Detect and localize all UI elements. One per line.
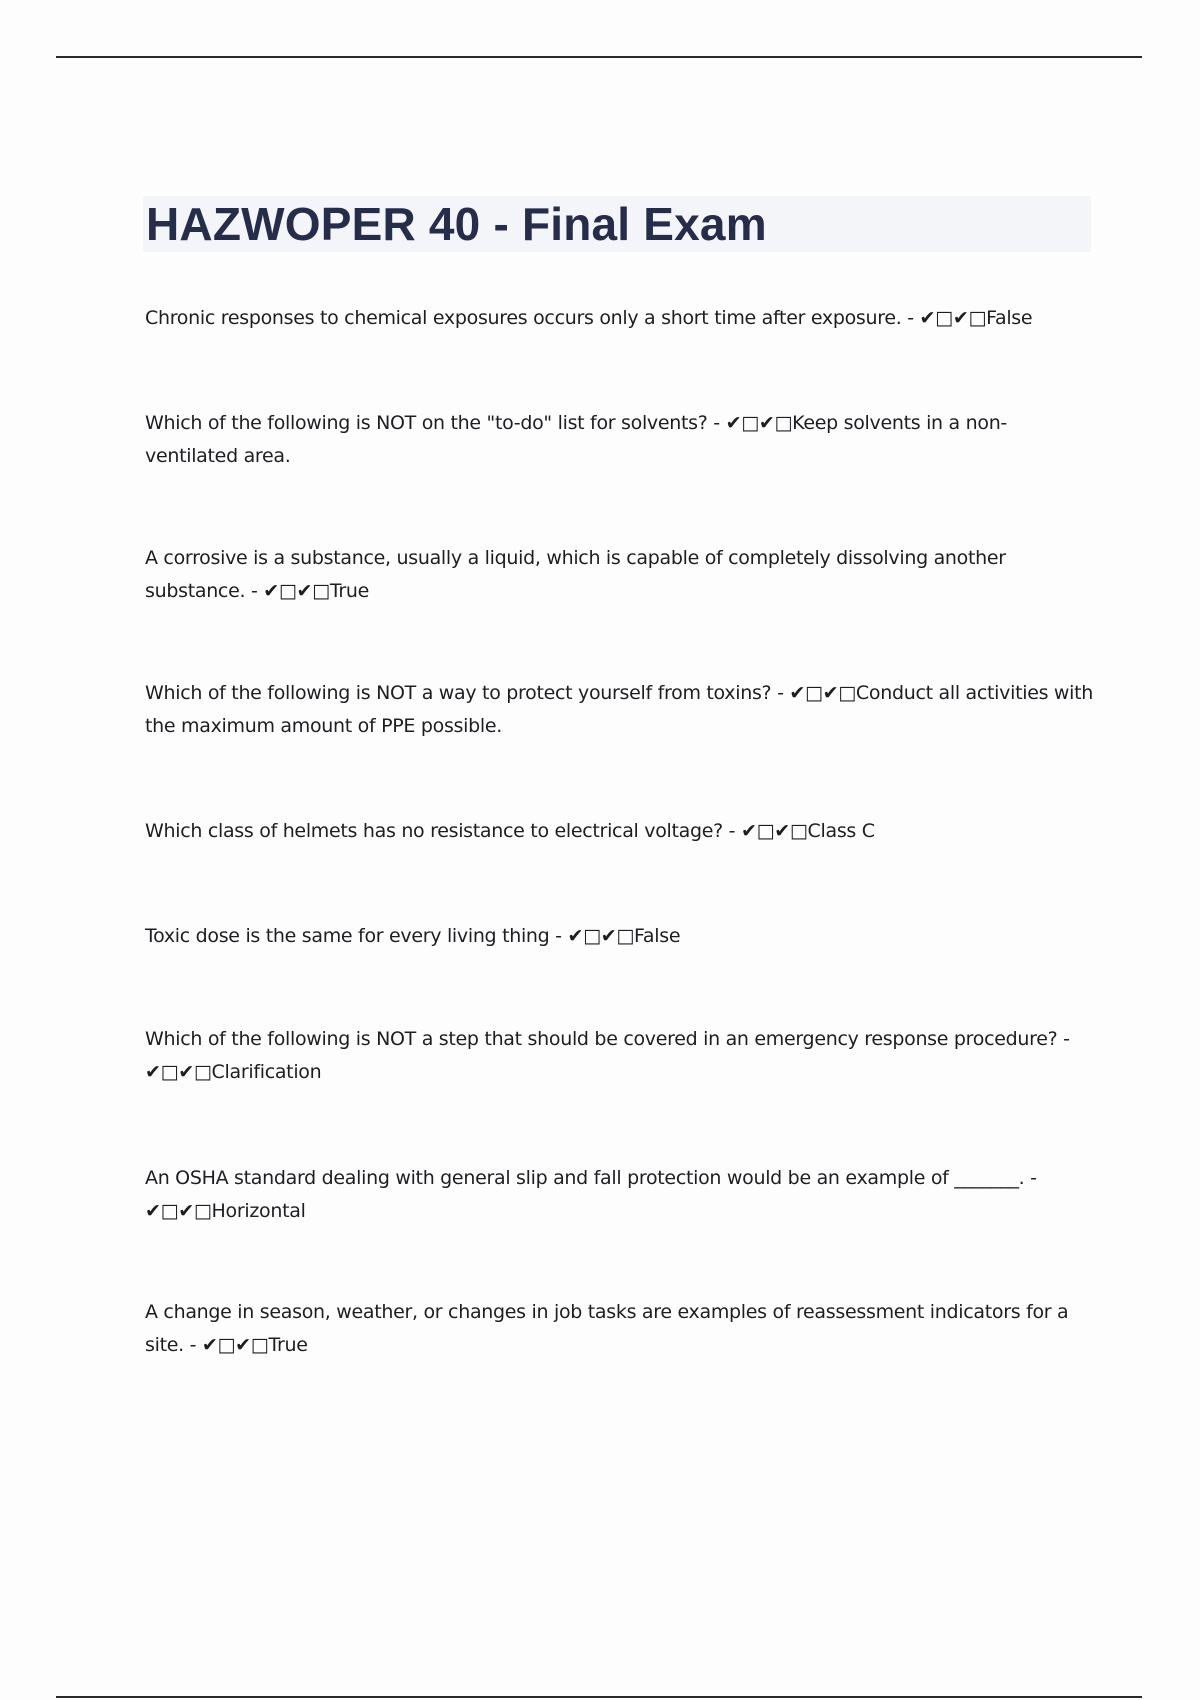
qa-item-4 — [145, 677, 1095, 743]
answer-text: True — [268, 1334, 308, 1356]
check-mark-icon: ✔□✔□ — [567, 925, 635, 947]
answer-text: Clarification — [211, 1061, 322, 1083]
qa-item-3 — [145, 542, 1095, 608]
qa-item-2 — [145, 407, 1095, 473]
separator: - — [771, 682, 790, 704]
question-text: An OSHA standard dealing with general slip and fall protection would be an example of _______. — [145, 1167, 1025, 1189]
question-text: Toxic dose is the same for every living thing — [145, 925, 550, 947]
page-title: HAZWOPER 40 - Final Exam — [146, 198, 767, 250]
qa-item-9 — [145, 1296, 1095, 1362]
question-text: Which of the following is NOT a way to protect yourself from toxins? — [145, 682, 772, 704]
check-mark-icon: ✔□✔□ — [145, 1061, 212, 1083]
footer-rule — [56, 1696, 1142, 1698]
check-mark-icon: ✔□✔□ — [201, 1334, 269, 1356]
separator: - — [1024, 1167, 1037, 1189]
qa-item-5 — [145, 815, 1095, 848]
header-rule — [56, 56, 1142, 58]
separator: - — [549, 925, 568, 947]
check-mark-icon: ✔□✔□ — [740, 820, 808, 842]
question-text: A corrosive is a substance, usually a liquid, which is capable of completely dissolving another substance. — [145, 547, 1006, 602]
question-text: Which class of helmets has no resistance to electrical voltage? — [145, 820, 723, 842]
answer-text: Conduct all activities with the maximum amount of PPE possible. — [145, 682, 1094, 737]
qa-item-7 — [145, 1023, 1095, 1089]
qa-item-6 — [145, 920, 1095, 953]
answer-text: False — [634, 925, 681, 947]
answer-text: True — [329, 580, 369, 602]
question-text: Chronic responses to chemical exposures occurs only a short time after exposure. — [145, 307, 902, 329]
answer-text: Keep solvents in a non-ventilated area. — [145, 412, 1007, 467]
check-mark-icon: ✔□✔□ — [789, 682, 856, 704]
separator: - — [1057, 1028, 1070, 1050]
question-text: Which of the following is NOT a step that should be covered in an emergency response procedure? — [145, 1028, 1058, 1050]
separator: - — [722, 820, 741, 842]
qa-item-8 — [145, 1162, 1095, 1228]
answer-text: Horizontal — [211, 1200, 306, 1222]
answer-text: Class C — [807, 820, 875, 842]
check-mark-icon: ✔□✔□ — [725, 412, 793, 434]
question-text: A change in season, weather, or changes in job tasks are examples of reassessment indicators for a site. — [145, 1301, 1069, 1356]
check-mark-icon: ✔□✔□ — [263, 580, 330, 602]
separator: - — [183, 1334, 202, 1356]
separator: - — [901, 307, 920, 329]
separator: - — [707, 412, 726, 434]
question-text: Which of the following is NOT on the "to-do" list for solvents? — [145, 412, 708, 434]
check-mark-icon: ✔□✔□ — [145, 1200, 212, 1222]
separator: - — [245, 580, 264, 602]
answer-text: False — [986, 307, 1033, 329]
check-mark-icon: ✔□✔□ — [919, 307, 987, 329]
qa-item-1 — [145, 302, 1095, 335]
